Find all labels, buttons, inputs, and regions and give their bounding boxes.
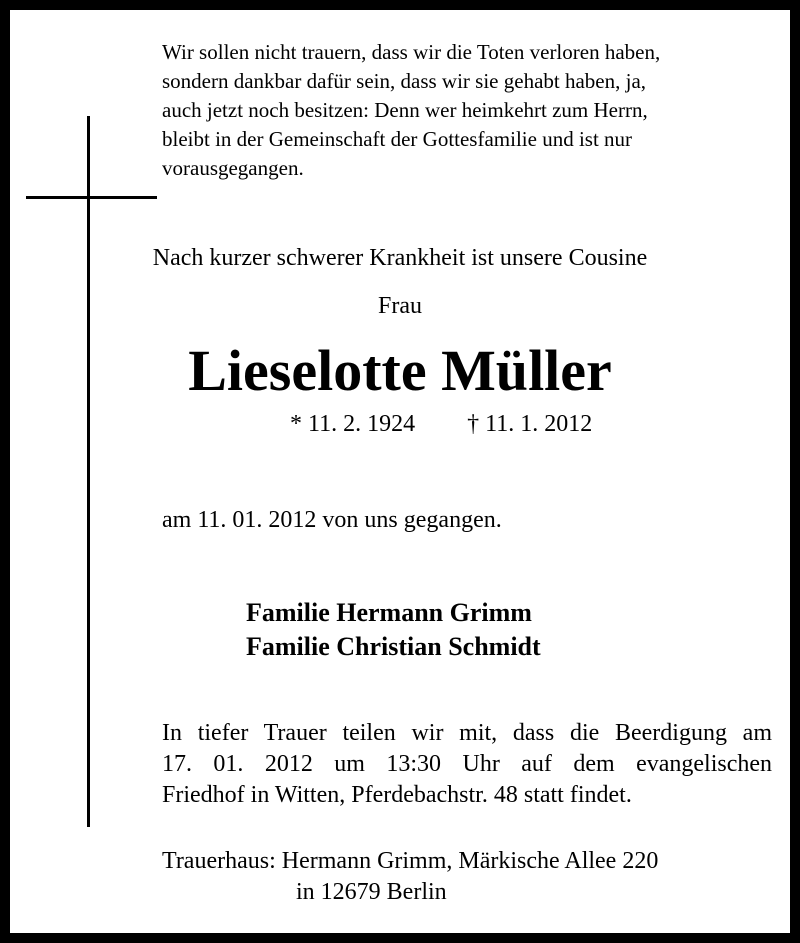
- birth-date: * 11. 2. 1924: [290, 411, 416, 437]
- life-dates: [290, 408, 690, 440]
- memorial-verse: [162, 38, 782, 183]
- passed-text: am 11. 01. 2012 von uns gegangen.: [162, 507, 502, 533]
- house-city: in 12679 Berlin: [296, 879, 447, 905]
- verse-line: vorausgegangen.: [162, 156, 304, 180]
- title-word: Frau: [378, 293, 422, 319]
- cross-icon-crossbar: [26, 196, 157, 199]
- death-date: † 11. 1. 2012: [467, 411, 593, 437]
- verse-line: auch jetzt noch besitzen: Denn wer heimkehrt zum Herrn,: [162, 98, 648, 122]
- cross-icon: [87, 116, 90, 827]
- burial-info: [162, 718, 772, 811]
- burial-line: Friedhof in Witten, Pferdebachstr. 48 statt findet.: [162, 782, 632, 808]
- mourning-house: [162, 846, 658, 908]
- burial-line: In tiefer Trauer teilen wir mit, dass die Beerdigung am: [162, 720, 772, 746]
- intro-text: Nach kurzer schwerer Krankheit ist unsere Cousine: [152, 245, 648, 271]
- deceased-name: Lieselotte Müller: [188, 338, 612, 403]
- verse-line: Wir sollen nicht trauern, dass wir die Toten verloren haben,: [162, 40, 661, 64]
- house-address: Trauerhaus: Hermann Grimm, Märkische Allee 220: [162, 848, 659, 874]
- mourning-families: [246, 596, 541, 664]
- verse-line: sondern dankbar dafür sein, dass wir sie gehabt haben, ja,: [162, 69, 647, 93]
- family-name: Familie Hermann Grimm: [246, 598, 532, 627]
- burial-line: 17. 01. 2012 um 13:30 Uhr auf dem evangelischen: [162, 751, 772, 777]
- family-name: Familie Christian Schmidt: [246, 632, 541, 661]
- verse-line: bleibt in der Gemeinschaft der Gottesfamilie und ist nur: [162, 127, 633, 151]
